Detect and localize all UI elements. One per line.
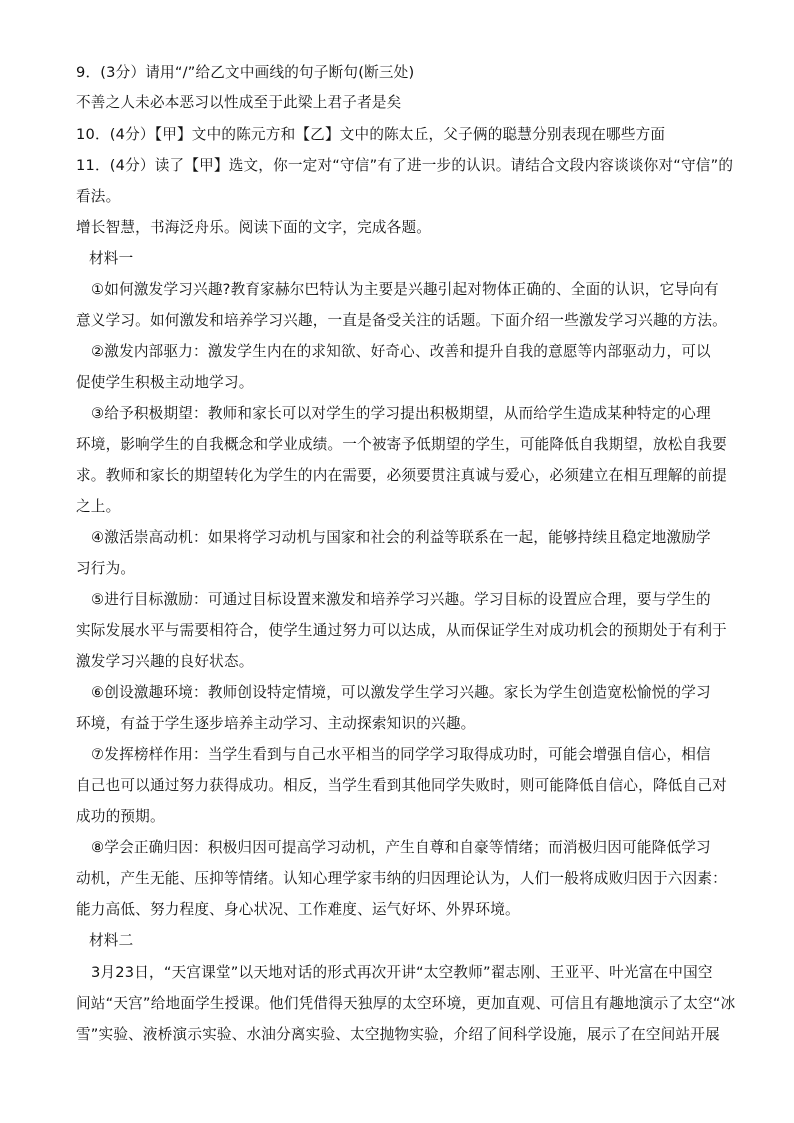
reading-intro: 增长智慧，书海泛舟乐。阅读下面的文字，完成各题。 xyxy=(76,219,432,236)
m1-p5-line-2: 实际发展水平与需要相符合，使学生通过努力可以达成，从而保证学生对成功机会的预期处于有利于 xyxy=(76,622,727,639)
m1-p1-line-2: 意义学习。如何激发和培养学习兴趣，一直是备受关注的话题。下面介绍一些激发学习兴趣的方法。 xyxy=(76,312,727,329)
m1-p8-line-3: 能力高低、努力程度、身心状况、工作难度、运气好坏、外界环境。 xyxy=(76,901,520,918)
m1-p3-line-1: ③给予积极期望：教师和家长可以对学生的学习提出积极期望，从而给学生造成某种特定的心理 xyxy=(91,405,711,422)
m1-p6-line-1: ⑥创设激趣环境：教师创设特定情境，可以激发学生学习兴趣。家长为学生创造宽松愉悦的学习 xyxy=(91,684,711,701)
m1-p3-line-4: 之上。 xyxy=(76,498,121,515)
m2-p1-line-3: 雪”实验、液桥演示实验、水油分离实验、太空抛物实验，介绍了间科学设施，展示了在空间站开展 xyxy=(76,1026,720,1043)
m1-p7-line-2: 自己也可以通过努力获得成功。相反，当学生看到其他同学失败时，则可能降低自信心，降低自己对 xyxy=(76,777,727,794)
q9-line-1: 9．(3分）请用“/”给乙文中画线的句子断句(断三处) xyxy=(76,64,415,81)
m1-p8-line-1: ⑧学会正确归因：积极归因可提高学习动机，产生自尊和自豪等情绪；而消极归因可能降低学习 xyxy=(91,839,711,856)
m1-p7-line-1: ⑦发挥榜样作用：当学生看到与自己水平相当的同学学习取得成功时，可能会增强自信心，相信 xyxy=(91,746,711,763)
m1-p2-line-1: ②激发内部驱力：激发学生内在的求知欲、好奇心、改善和提升自我的意愿等内部驱动力，可以 xyxy=(91,343,711,360)
m1-p4-line-1: ④激活崇高动机：如果将学习动机与国家和社会的利益等联系在一起，能够持续且稳定地激励学 xyxy=(91,529,711,546)
m1-p1-line-1: ①如何激发学习兴趣?教育家赫尔巴特认为主要是兴趣引起对物体正确的、全面的认识，它导向有 xyxy=(91,281,719,298)
q11-line-1: 11．(4分）读了【甲】选文，你一定对“守信”有了进一步的认识。请结合文段内容谈谈你对“守信”的 xyxy=(76,157,734,174)
m1-p7-line-3: 成功的预期。 xyxy=(76,808,165,825)
m1-p2-line-2: 促使学生积极主动地学习。 xyxy=(76,374,254,391)
m1-p4-line-2: 习行为。 xyxy=(76,560,136,577)
m2-p1-line-1: 3月23日，“天宫课堂”以天地对话的形式再次开讲“太空教师”翟志刚、王亚平、叶光富在中国空 xyxy=(91,964,713,981)
m1-p6-line-2: 环境，有益于学生逐步培养主动学习、主动探索知识的兴趣。 xyxy=(76,715,476,732)
material2-title: 材料二 xyxy=(89,932,134,949)
q9-line-2: 不善之人未必本恶习以性成至于此梁上君子者是矣 xyxy=(76,94,402,111)
m1-p3-line-2: 环境，影响学生的自我概念和学业成绩。一个被寄予低期望的学生，可能降低自我期望，放松自我要 xyxy=(76,436,727,453)
m1-p5-line-3: 激发学习兴趣的良好状态。 xyxy=(76,653,254,670)
q11-line-2: 看法。 xyxy=(76,188,121,205)
material1-title: 材料一 xyxy=(89,250,134,267)
m1-p3-line-3: 求。教师和家长的期望转化为学生的内在需要，必须要贯注真诚与爱心，必须建立在相互理解的前提 xyxy=(76,467,727,484)
m1-p8-line-2: 动机，产生无能、压抑等情绪。认知心理学家韦纳的归因理论认为，人们一般将成败归因于六因素： xyxy=(76,870,727,887)
q10-line-1: 10．(4分）【甲】文中的陈元方和【乙】文中的陈太丘，父子俩的聪慧分别表现在哪些方面 xyxy=(76,126,666,143)
m1-p5-line-1: ⑤进行目标激励：可通过目标设置来激发和培养学习兴趣。学习目标的设置应合理，要与学生的 xyxy=(91,591,711,608)
m2-p1-line-2: 间站“天宫”给地面学生授课。他们凭借得天独厚的太空环境，更加直观、可信且有趣地演示了太空“冰 xyxy=(76,995,736,1012)
